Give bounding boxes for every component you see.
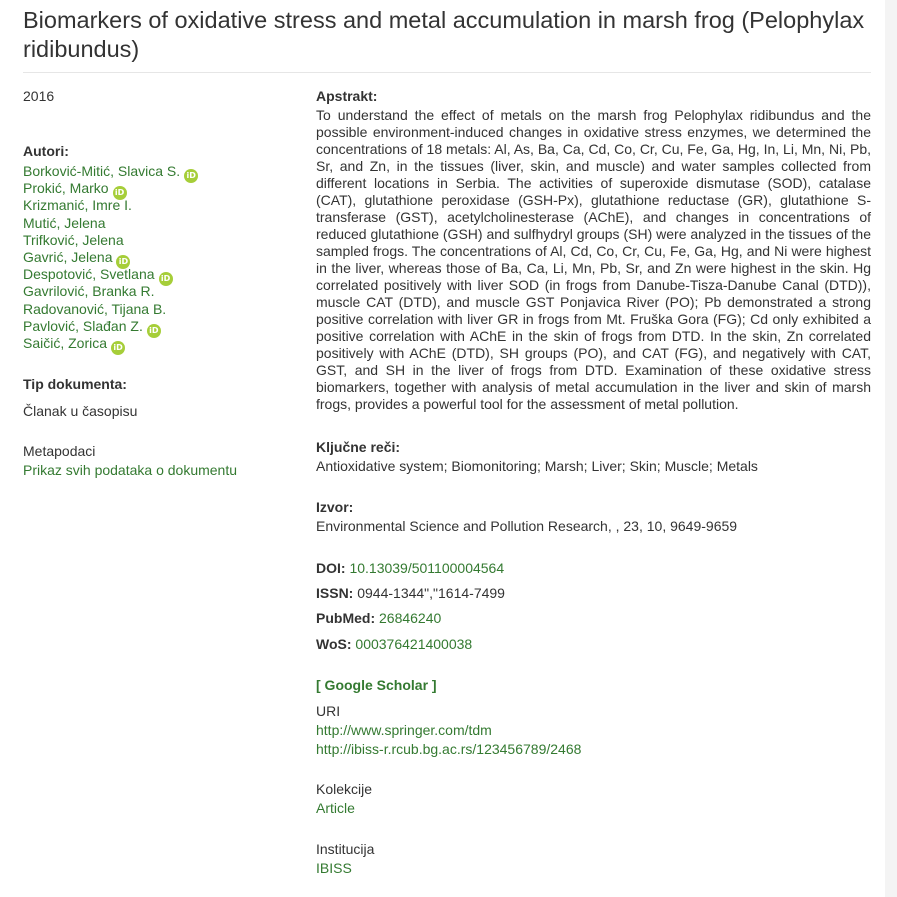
author-link[interactable]: Radovanović, Tijana B. <box>23 300 167 317</box>
author-link[interactable]: Mutić, Jelena <box>23 214 106 231</box>
keywords-value: Antioxidative system; Biomonitoring; Marsh; Liver; Skin; Muscle; Metals <box>316 458 758 474</box>
doi-label: DOI: <box>316 560 346 576</box>
author-item <box>23 215 198 232</box>
author-item <box>23 232 198 249</box>
authors-label: Autori: <box>23 143 69 159</box>
metadata-label: Metapodaci <box>23 443 96 459</box>
document-type-label: Tip dokumenta: <box>23 376 127 392</box>
keywords-section <box>316 438 758 476</box>
author-link[interactable]: Gavrilović, Branka R. <box>23 283 155 300</box>
source-section <box>316 498 737 536</box>
author-link[interactable]: Gavrić, Jelena <box>23 248 113 265</box>
metadata-section <box>23 442 237 480</box>
doi-link[interactable]: 10.13039/501100004564 <box>349 560 505 576</box>
author-link[interactable]: Saičić, Zorica <box>23 334 108 351</box>
source-label: Izvor: <box>316 499 354 515</box>
doi-line <box>316 559 504 578</box>
pubmed-line <box>316 609 441 628</box>
wos-line <box>316 635 472 654</box>
authors-section <box>23 143 198 352</box>
author-item <box>23 266 198 283</box>
uri-link-repository[interactable]: http://ibiss-r.rcub.bg.ac.rs/123456789/2468 <box>316 741 582 757</box>
author-link[interactable]: Pavlović, Slađan Z. <box>23 317 143 334</box>
author-item <box>23 318 198 335</box>
orcid-icon[interactable]: iD <box>159 272 173 286</box>
author-link[interactable]: Prokić, Marko <box>23 180 109 197</box>
collections-link[interactable]: Article <box>316 800 355 816</box>
author-link[interactable]: Trifković, Jelena <box>23 231 124 248</box>
pubmed-link[interactable]: 26846240 <box>379 610 442 626</box>
wos-link[interactable]: 000376421400038 <box>355 636 473 652</box>
orcid-icon[interactable]: iD <box>184 169 198 183</box>
wos-label: WoS: <box>316 636 352 652</box>
orcid-icon[interactable]: iD <box>147 324 161 338</box>
orcid-icon[interactable]: iD <box>111 341 125 355</box>
author-item <box>23 249 198 266</box>
abstract-text: To understand the effect of metals on the marsh frog Pelophylax ridibundus and the possible environment-induced changes in oxidative stress enzymes, we determined the concentrations of 18 metals: Al, As, Ba, Ca, Cd, Co, Cr, Cu, Fe, Ga, Hg, In, Li, Mn, Ni, Pb, Sr, and Zn, in the tissues (liver, skin, and muscle) and water samples collected from different locations in Serbia. The activities of superoxide dismutase (SOD), catalase (CAT), glutathione peroxidase (GSH-Px), glutathione reductase (GR), glutathione S-transferase (GST), acetylcholinesterase (AChE), and changes in concentrations of reduced glutathione (GSH) and sulfhydryl groups (SH) were analyzed in the tissues of the sampled frogs. The concentrations of Al, Cd, Co, Cr, Cu, Fe, Ga, Hg, and Ni were highest in the liver, whereas those of Ba, Ca, Li, Mn, Pb, Sr, and Zn were highest in the skin. Hg correlated positively with liver SOD (in frogs from Danube-Tisza-Danube Canal (DTD)), muscle CAT (DTD), and muscle GST Ponjavica River (PO); Pb demonstrated a strong positive correlation with liver GR in frogs from Mt. Fruška Gora (FG); Cd only exhibited a positive correlation with AChE in the skin of frogs from DTD. In the skin, Zn correlated positively with AChE (DTD), SH groups (PO), and CAT (FG), and negatively with CAT, GST, and SH in the liver of frogs from DTD. Examination of these oxidative stress biomarkers, together with analysis of metal accumulation in the liver and skin of marsh frogs, provides a powerful tool for the assessment of metal pollution. <box>316 107 871 412</box>
document-type-value: Članak u časopisu <box>23 403 138 419</box>
issn-value: 0944-1344","1614-7499 <box>357 585 505 601</box>
show-full-metadata-link[interactable]: Prikaz svih podataka o dokumentu <box>23 462 238 478</box>
author-item <box>23 197 198 214</box>
publication-year: 2016 <box>23 88 55 104</box>
author-item <box>23 335 198 352</box>
orcid-icon[interactable]: iD <box>113 186 127 200</box>
author-item <box>23 180 198 197</box>
keywords-label: Ključne reči: <box>316 439 401 455</box>
collections-section <box>316 780 372 818</box>
collections-label: Kolekcije <box>316 781 373 797</box>
issn-line <box>316 584 505 603</box>
author-item <box>23 301 198 318</box>
author-item <box>23 283 198 300</box>
author-item <box>23 163 198 180</box>
institution-link[interactable]: IBISS <box>316 860 352 876</box>
author-link[interactable]: Despotović, Svetlana <box>23 266 155 283</box>
institution-label: Institucija <box>316 841 375 857</box>
author-link[interactable]: Borković-Mitić, Slavica S. <box>23 163 181 179</box>
issn-label: ISSN: <box>316 585 354 601</box>
source-value: Environmental Science and Pollution Research, , 23, 10, 9649-9659 <box>316 518 738 534</box>
title-divider <box>23 72 871 73</box>
institution-section <box>316 840 374 878</box>
uri-link-springer[interactable]: http://www.springer.com/tdm <box>316 722 492 738</box>
google-scholar-link[interactable]: [ Google Scholar ] <box>316 677 437 693</box>
pubmed-label: PubMed: <box>316 610 376 626</box>
uri-section <box>316 702 581 759</box>
orcid-icon[interactable]: iD <box>116 255 130 269</box>
author-link[interactable]: Krizmanić, Imre I. <box>23 197 132 214</box>
author-list <box>23 163 198 352</box>
document-type-section <box>23 376 137 419</box>
page-gutter <box>885 0 897 897</box>
page-title: Biomarkers of oxidative stress and metal accumulation in marsh frog (Pelophylax ridibundus) <box>23 7 865 62</box>
abstract-label: Apstrakt: <box>316 88 378 104</box>
uri-label: URI <box>316 703 341 719</box>
